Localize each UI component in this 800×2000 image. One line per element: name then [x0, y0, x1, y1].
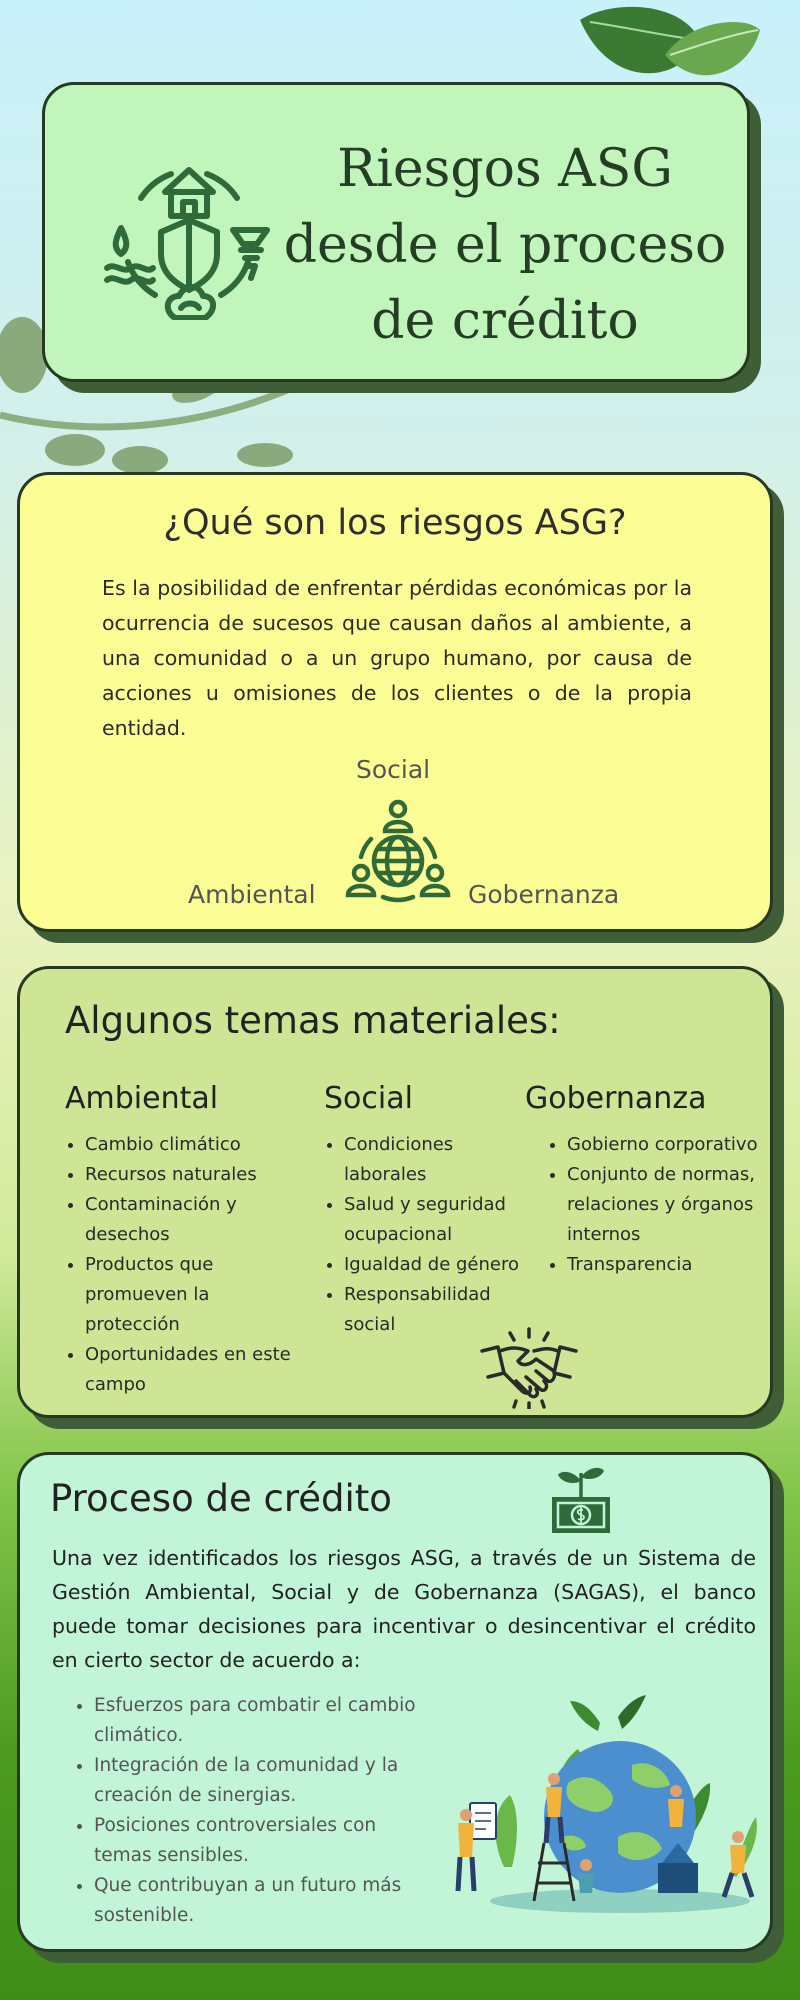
list-item: • Esfuerzos para combatir el cambio climático. [94, 1691, 424, 1751]
riesgos-asg-description: Es la posibilidad de enfrentar pérdidas económicas por la ocurrencia de sucesos que causan daños al ambiente, a una comunidad o a un grupo humano, por causa de acciones u omisiones de los clientes o de la propia entidad. [102, 576, 692, 740]
list-item: • Recursos naturales [85, 1160, 295, 1190]
ambiental-heading: Ambiental [65, 1081, 219, 1116]
gobernanza-list [525, 1130, 765, 1280]
ambiental-label: Ambiental [188, 880, 316, 909]
social-list [324, 1130, 524, 1340]
list-item: • Condiciones laborales [344, 1130, 524, 1190]
handshake-icon [480, 1321, 578, 1409]
list-item: • Gobierno corporativo [567, 1130, 765, 1160]
list-item: • Cambio climático [85, 1130, 295, 1160]
gobernanza-label: Gobernanza [468, 880, 620, 909]
gobernanza-heading: Gobernanza [525, 1081, 707, 1116]
list-item: • Productos que promueven la protección [85, 1250, 295, 1340]
proceso-credito-card [17, 1452, 773, 1952]
riesgos-asg-card [17, 472, 773, 932]
top-leaves-decoration [570, 0, 770, 92]
ambiental-list [65, 1130, 295, 1400]
list-item: • Transparencia [567, 1250, 765, 1280]
money-plant-icon [550, 1463, 612, 1535]
climate-risk-cycle-icon [103, 150, 273, 320]
list-item: • Conjunto de normas, relaciones y órganos internos [567, 1160, 765, 1250]
list-item: • Posiciones controversiales con temas sensibles. [94, 1811, 424, 1871]
list-item: • Contaminación y desechos [85, 1190, 295, 1250]
proceso-credito-title: Proceso de crédito [50, 1477, 392, 1520]
list-item: • Integración de la comunidad y la creación de sinergias. [94, 1751, 424, 1811]
people-caring-for-earth-illustration [450, 1687, 762, 1929]
social-column [324, 1081, 524, 1340]
list-item: • Salud y seguridad ocupacional [344, 1190, 524, 1250]
ambiental-column [65, 1081, 295, 1400]
header-card [42, 82, 750, 382]
gobernanza-column [525, 1081, 765, 1280]
proceso-credito-list [62, 1691, 424, 1931]
social-heading: Social [324, 1081, 413, 1116]
temas-materiales-title: Algunos temas materiales: [65, 999, 561, 1042]
page-title: Riesgos ASG desde el proceso de crédito [283, 139, 727, 351]
list-item: • Que contribuyan a un futuro más sostenible. [94, 1871, 424, 1931]
list-item: • Oportunidades en este campo [85, 1340, 295, 1400]
list-item: • Igualdad de género [344, 1250, 524, 1280]
globe-community-icon [343, 797, 453, 907]
riesgos-asg-title: ¿Qué son los riesgos ASG? [163, 503, 627, 543]
proceso-credito-description: Una vez identificados los riesgos ASG, a través de un Sistema de Gestión Ambiental, Social y de Gobernanza (SAGAS), el banco puede tomar decisiones para incentivar o desincentivar el crédito en cierto sector de acuerdo a: [52, 1546, 756, 1672]
social-label: Social [356, 755, 431, 784]
list-item: • Responsabilidad social [344, 1280, 524, 1340]
temas-materiales-card [17, 966, 773, 1418]
